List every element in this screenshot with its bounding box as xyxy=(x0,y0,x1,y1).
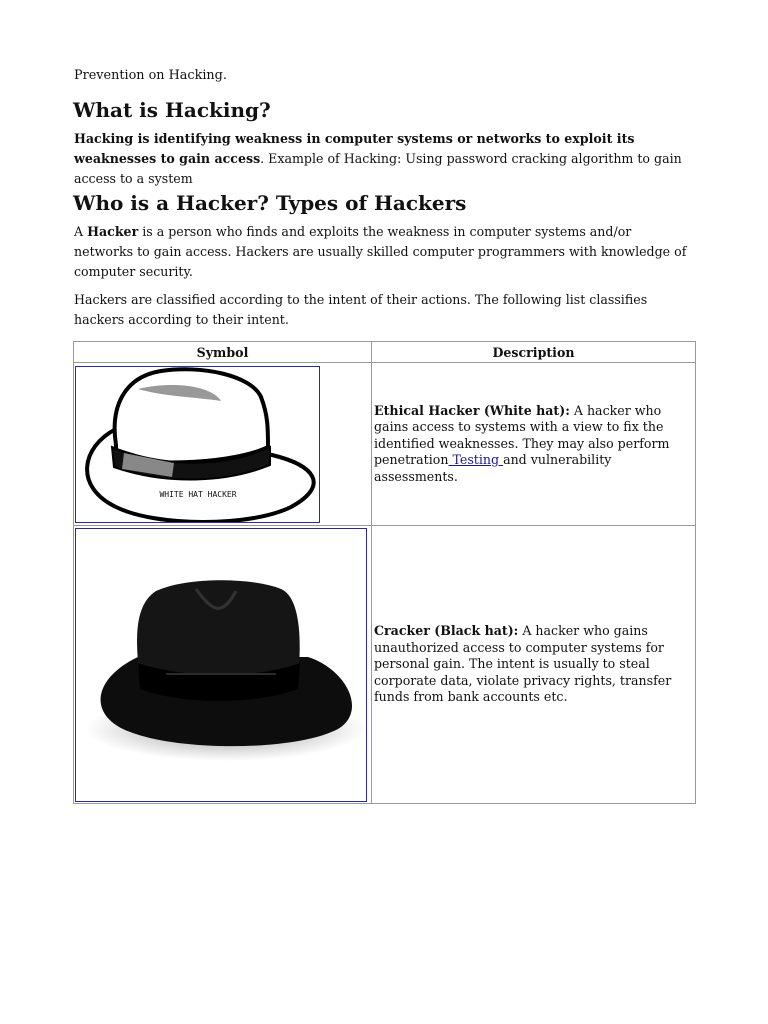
white-hat-icon xyxy=(76,367,319,522)
hacker-definition-lead: A xyxy=(74,224,88,239)
black-hat-image xyxy=(75,528,367,802)
table-header-row xyxy=(74,342,696,363)
heading-what-is-hacking: What is Hacking? xyxy=(73,98,271,122)
heading-who-is-a-hacker: Who is a Hacker? Types of Hackers xyxy=(73,191,467,215)
hacker-term: Hacker xyxy=(87,224,139,239)
testing-link[interactable]: Testing xyxy=(448,452,504,468)
white-hat-image xyxy=(75,366,320,523)
hacker-classification-paragraph: Hackers are classified according to the intent of their actions. The following list classifies hackers according to their intent. xyxy=(74,292,648,327)
hacking-definition-paragraph xyxy=(74,129,694,189)
white-hat-text: A hacker who gains access to systems with a view to fix the identified weaknesses. They may also perform penetration xyxy=(374,402,670,468)
black-hat-text: A hacker who gains unauthorized access to computer systems for personal gain. The intent is usually to steal corporate data, violate privacy rights, transfer funds from bank accounts etc. xyxy=(374,623,672,705)
black-hat-title: Cracker (Black hat): xyxy=(374,623,519,639)
hacker-definition-paragraph xyxy=(74,222,694,282)
white-hat-text-end: and vulnerability assessments. xyxy=(374,452,612,484)
hacker-types-table xyxy=(73,341,696,804)
header-description: Description xyxy=(372,342,696,363)
table-row xyxy=(74,526,696,804)
header-symbol: Symbol xyxy=(74,342,372,363)
symbol-cell-white xyxy=(74,363,372,526)
hacking-definition-rest: . Example of Hacking: Using password cracking algorithm to gain access to a system xyxy=(74,151,682,186)
description-cell-black xyxy=(372,526,696,804)
document-intro: Prevention on Hacking. xyxy=(74,68,227,83)
white-hat-caption: WHITE HAT HACKER xyxy=(159,490,237,499)
symbol-cell-black xyxy=(74,526,372,804)
table-row xyxy=(74,363,696,526)
hacker-definition-text: is a person who finds and exploits the weakness in computer systems and/or networks to gain access. Hackers are usually skilled computer programmers with knowledge of computer security. xyxy=(74,224,687,279)
black-hat-icon xyxy=(76,529,366,801)
hacking-definition-bold: Hacking is identifying weakness in computer systems or networks to exploit its weaknesses to gain access xyxy=(74,131,635,166)
white-hat-title: Ethical Hacker (White hat): xyxy=(374,402,570,418)
description-cell-white xyxy=(372,363,696,526)
